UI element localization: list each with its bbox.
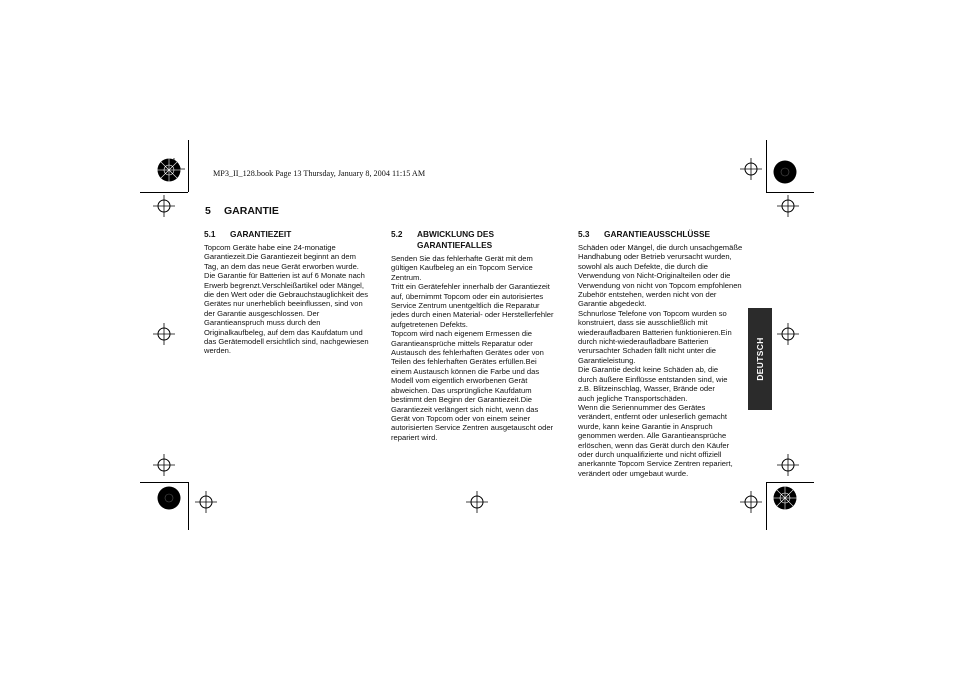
- subsection-heading: [204, 229, 384, 240]
- subsection-title: GARANTIEAUSSCHLÜSSE: [604, 229, 711, 239]
- crop-mark: [766, 482, 767, 530]
- language-tab-label: DEUTSCH: [755, 337, 765, 381]
- crop-mark: [766, 482, 814, 483]
- solid-target-icon: [773, 160, 797, 184]
- column-warranty-exclusions: [578, 229, 758, 478]
- print-header: MP3_II_128.book Page 13 Thursday, January 8, 2004 11:15 AM: [213, 169, 426, 178]
- crop-mark: [766, 140, 767, 192]
- section-number: 5: [205, 205, 211, 217]
- section-title: [205, 205, 279, 217]
- crop-mark: [188, 482, 189, 530]
- crop-mark: [766, 192, 814, 193]
- registration-mark-icon: [466, 491, 488, 513]
- solid-target-icon: [157, 486, 181, 510]
- registration-mark-icon: [153, 195, 175, 217]
- registration-mark-icon: [740, 491, 762, 513]
- subsection-number: 5.3: [578, 229, 590, 239]
- subsection-heading: [578, 229, 758, 240]
- registration-mark-icon: [153, 454, 175, 476]
- column-warranty-handling: [391, 229, 569, 442]
- crop-mark: [188, 140, 189, 192]
- registration-mark-icon: [777, 195, 799, 217]
- subsection-body: Topcom Geräte habe eine 24-monatige Garantiezeit.Die Garantiezeit beginnt an dem Tag, an dem das neue Gerät erworben wurde. Die Garantie für Batterien ist auf 6 Monate nach Erwerb begrenzt.Verschleißartikel oder Mängel, die den Wert oder die Gebrauchstauglichkeit des Gerätes nur unerheblich beeinflussen, sind von der Garantie ausgeschlossen. Der Garantieanspruch muss durch den Originalkaufbeleg, auf dem das Kaufdatum und das Gerätemodell ersichtlich sind, nachgewiesen werden.: [204, 243, 369, 356]
- subsection-title: GARANTIEZEIT: [230, 229, 292, 239]
- star-target-icon: [157, 158, 181, 182]
- subsection-number: 5.2: [391, 229, 403, 239]
- registration-mark-icon: [777, 323, 799, 345]
- registration-mark-icon: [153, 323, 175, 345]
- crop-mark: [140, 192, 188, 193]
- crop-mark: [140, 482, 188, 483]
- registration-mark-icon: [777, 454, 799, 476]
- subsection-body: Schäden oder Mängel, die durch unsachgemäße Handhabung oder Betrieb verursacht wurden, sowohl als auch Defekte, die durch die Verwendung von Nicht-Originalteilen oder die Verwendung von nicht von Topcom empfohlenen Zubehör entstehen, werden nicht von der Garantie abgedeckt. Schnurlose Telefone von Topcom wurden so konstruiert, dass sie ausschließlich mit wiederaufladbaren Batterien funktionieren.Ein durch nicht-wiederaufladbare Batterien verursachter Schaden fällt nicht unter die Garantieleistung. Die Garantie deckt keine Schäden ab, die durch äußere Einflüsse entstanden sind, wie z.B. Blitzeinschlag, Wasser, Brände oder auch jegliche Transportschäden. Wenn die Seriennummer des Gerätes verändert, entfernt oder unleserlich gemacht wurde, kann keine Garantie in Anspruch genommen werden. Alle Garantieansprüche erlöschen, wenn das Gerät durch den Käufer oder durch unqualifizierte und nicht offiziell anerkannte Topcom Service Zentren repariert, verändert oder umgebaut wurde.: [578, 243, 743, 478]
- column-warranty-period: [204, 229, 384, 356]
- star-target-icon: [773, 486, 797, 510]
- registration-mark-icon: [195, 491, 217, 513]
- subsection-body: Senden Sie das fehlerhafte Gerät mit dem gültigen Kaufbeleg an ein Topcom Service Zentrum. Tritt ein Gerätefehler innerhalb der Garantiezeit auf, übernimmt Topcom oder ein autorisiertes Service Zentrum unentgeltlich die Reparatur jedes durch einen Material- oder Herstellerfehler aufgetretenen Defekts. Topcom wird nach eigenem Ermessen die Garantieansprüche mittels Reparatur oder Austausch des fehlerhaften Gerätes oder von Teilen des fehlerhaften Gerätes erfüllen.Bei einem Austausch können die Farbe und das Modell vom eigentlich erworbenen Gerät abweichen. Das ursprüngliche Kaufdatum bestimmt den Beginn der Garantiezeit.Die Garantiezeit verlängert sich nicht, wenn das Gerät von Topcom oder von einem seiner autorisierten Service Zentren ausgetauscht oder repariert wird.: [391, 254, 554, 442]
- section-title-text: GARANTIE: [224, 205, 279, 217]
- registration-mark-icon: [740, 158, 762, 180]
- subsection-title: ABWICKLUNG DES GARANTIEFALLES: [417, 229, 494, 250]
- subsection-heading: [391, 229, 569, 251]
- subsection-number: 5.1: [204, 229, 216, 239]
- language-tab: [748, 308, 772, 410]
